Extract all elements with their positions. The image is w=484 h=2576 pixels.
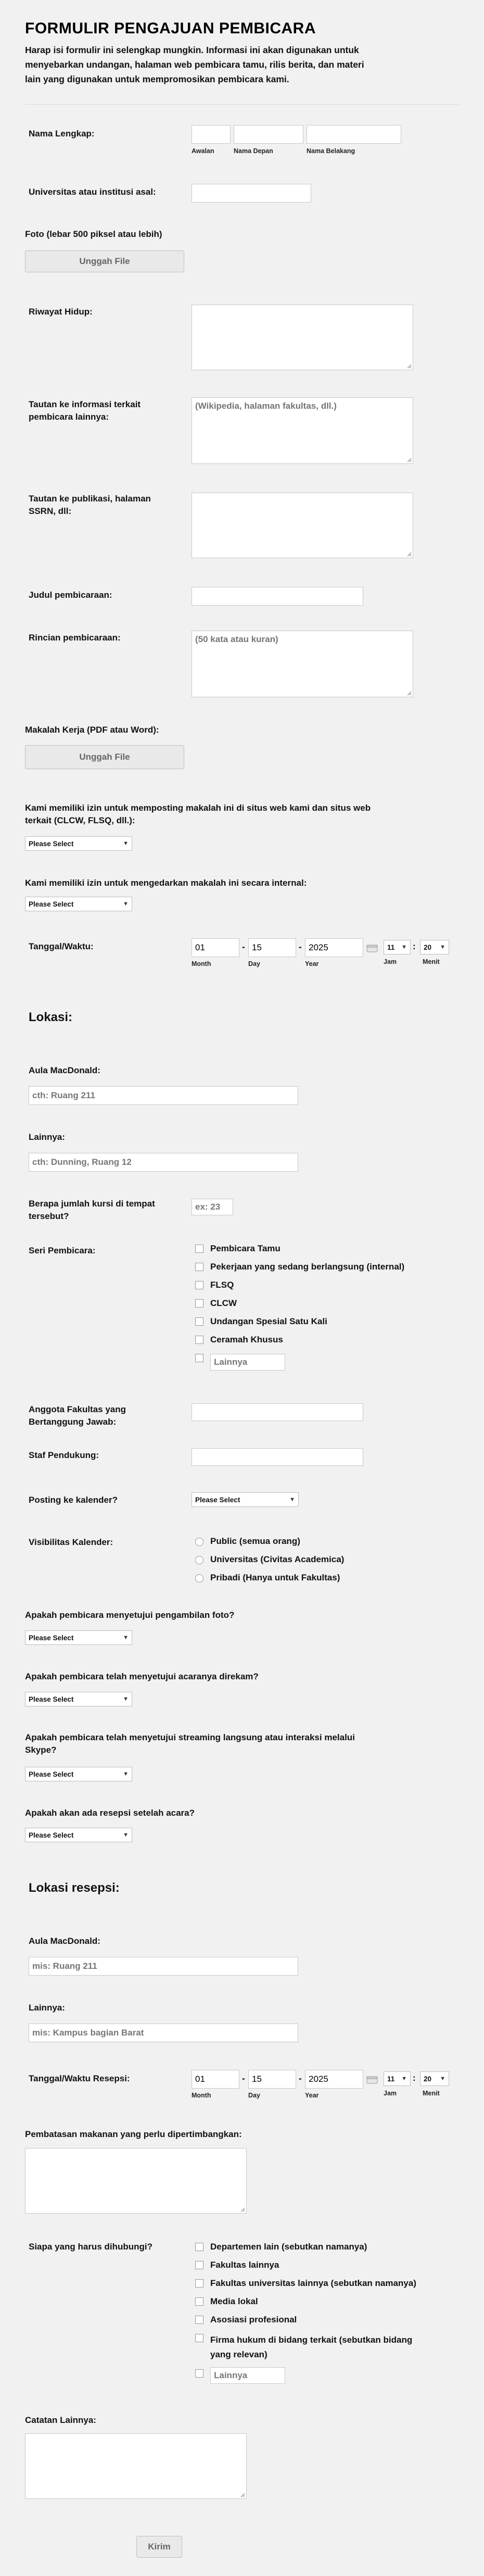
hall-label: Aula MacDonald:: [29, 1065, 100, 1075]
minute-select[interactable]: [420, 940, 449, 954]
university-input[interactable]: [192, 184, 311, 203]
year-sublabel: Year: [305, 2092, 319, 2099]
year-sublabel: Year: [305, 960, 319, 967]
stream-consent-label: [25, 1731, 462, 1756]
label-line: Firma hukum di bidang terkait (sebutkan bidang: [210, 2335, 413, 2345]
label-line: Tautan ke informasi terkait: [29, 399, 141, 409]
last-name-sublabel: Nama Belakang: [307, 147, 355, 155]
radio[interactable]: [195, 1574, 203, 1582]
talk-title-input[interactable]: [192, 587, 363, 606]
calendar-post-label: Posting ke kalender?: [29, 1495, 118, 1505]
contact-option-label: Fakultas universitas lainnya (sebutkan namanya): [210, 2278, 416, 2288]
reception-other-label: Lainnya:: [29, 2003, 65, 2013]
contact-option-other[interactable]: [195, 2369, 203, 2380]
internal-permission-select[interactable]: [25, 897, 132, 911]
diet-textarea[interactable]: [25, 2148, 247, 2214]
resize-grip-icon[interactable]: [406, 690, 412, 696]
series-option-label: Pekerjaan yang sedang berlangsung (internal): [210, 1262, 405, 1272]
diet-textarea-wrap: [25, 2148, 247, 2214]
checkbox[interactable]: [195, 2279, 203, 2288]
faculty-label: [29, 1403, 126, 1428]
checkbox[interactable]: [195, 2369, 203, 2378]
select-value: 11: [387, 2075, 395, 2083]
label-line: terkait (CLCW, FLSQ, dll.):: [25, 815, 135, 825]
checkbox[interactable]: [195, 1317, 203, 1326]
day-sublabel: Day: [248, 2092, 260, 2099]
visibility-option[interactable]: [195, 1538, 203, 1549]
talk-details-textarea[interactable]: [192, 631, 413, 697]
select-value: Please Select: [29, 1633, 74, 1642]
label-line: Skype?: [25, 1745, 57, 1755]
chevron-down-icon: ▼: [401, 2076, 407, 2082]
calendar-post-select[interactable]: [192, 1492, 299, 1507]
minute-sublabel: Menit: [423, 2090, 440, 2097]
reception-day-input[interactable]: 15: [248, 2070, 296, 2089]
chevron-down-icon: ▼: [123, 1696, 129, 1702]
label-line: Berapa jumlah kursi di tempat: [29, 1199, 155, 1209]
series-option-other[interactable]: [195, 1354, 203, 1365]
reception-month-input[interactable]: 01: [192, 2070, 239, 2089]
publication-links-label: [29, 493, 151, 518]
chevron-down-icon: ▼: [123, 840, 129, 847]
series-option[interactable]: [195, 1281, 203, 1292]
series-option[interactable]: [195, 1263, 203, 1274]
diet-label: Pembatasan makanan yang perlu dipertimbangkan:: [25, 2129, 242, 2139]
checkbox[interactable]: [195, 1336, 203, 1344]
select-value: Please Select: [29, 1695, 74, 1703]
series-option[interactable]: [195, 1336, 203, 1347]
post-permission-label: [25, 802, 462, 827]
checkbox[interactable]: [195, 2297, 203, 2306]
resize-grip-icon[interactable]: [406, 363, 412, 369]
description-line: Harap isi formulir ini selengkap mungkin. Informasi ini akan digunakan untuk: [25, 45, 359, 55]
date-separator: -: [242, 2074, 245, 2083]
description-line: menyebarkan undangan, halaman web pembicara tamu, rilis berita, dan materi: [25, 59, 364, 70]
visibility-option-label: Pribadi (Hanya untuk Fakultas): [210, 1573, 340, 1582]
location-heading: Lokasi:: [29, 1010, 73, 1024]
select-value: Please Select: [29, 1770, 74, 1778]
day-input[interactable]: 15: [248, 938, 296, 957]
reception-hall-label: Aula MacDonald:: [29, 1936, 100, 1946]
select-value: Please Select: [29, 839, 74, 848]
chevron-down-icon: ▼: [123, 1635, 129, 1641]
radio[interactable]: [195, 1556, 203, 1564]
chevron-down-icon: ▼: [289, 1497, 295, 1503]
record-consent-label: Apakah pembicara telah menyetujui acaranya direkam?: [25, 1672, 259, 1681]
checkbox[interactable]: [195, 1263, 203, 1271]
stream-consent-select[interactable]: [25, 1767, 132, 1781]
series-option-label: FLSQ: [210, 1280, 234, 1290]
calendar-icon[interactable]: [366, 2076, 378, 2084]
contact-option-label: Media lokal: [210, 2296, 258, 2306]
time-separator: :: [413, 941, 416, 951]
location-other-label: Lainnya:: [29, 1132, 65, 1142]
name-prefix-input[interactable]: [192, 125, 231, 144]
month-input[interactable]: 01: [192, 938, 239, 957]
name-prefix-sublabel: Awalan: [192, 147, 214, 155]
photo-consent-label: Apakah pembicara menyetujui pengambilan foto?: [25, 1610, 235, 1620]
contact-option-label: Departemen lain (sebutkan namanya): [210, 2242, 367, 2252]
faculty-input[interactable]: [192, 1403, 363, 1421]
resize-grip-icon[interactable]: [240, 2207, 245, 2212]
reception-location-heading: Lokasi resepsi:: [29, 1881, 120, 1895]
checkbox[interactable]: [195, 2261, 203, 2269]
resize-grip-icon[interactable]: [406, 551, 412, 557]
submit-button[interactable]: Kirim: [136, 2536, 182, 2558]
contact-label: Siapa yang harus dihubungi?: [29, 2242, 153, 2252]
calendar-visibility-label: Visibilitas Kalender:: [29, 1537, 113, 1547]
visibility-option-label: Universitas (Civitas Academica): [210, 1554, 345, 1564]
record-consent-select[interactable]: [25, 1692, 132, 1706]
checkbox[interactable]: [195, 2316, 203, 2324]
chevron-down-icon: ▼: [401, 944, 407, 950]
reception-hall-input[interactable]: [29, 1957, 298, 1976]
label-line: Apakah pembicara telah menyetujui streaming langsung atau interaksi melalui: [25, 1732, 355, 1742]
internal-permission-label: Kami memiliki izin untuk mengedarkan makalah ini secara internal:: [25, 878, 307, 888]
staff-label: Staf Pendukung:: [29, 1450, 99, 1460]
year-input[interactable]: 2025: [305, 938, 363, 957]
form-title: FORMULIR PENGAJUAN PEMBICARA: [25, 20, 316, 37]
talk-details-label: Rincian pembicaraan:: [29, 633, 121, 643]
reception-other-input[interactable]: [29, 2024, 298, 2042]
resize-grip-icon[interactable]: [406, 457, 412, 462]
chevron-down-icon: ▼: [440, 2076, 445, 2082]
series-option-label: Ceramah Khusus: [210, 1335, 283, 1344]
talk-details-textarea-wrap: [192, 631, 413, 697]
hour-select[interactable]: [384, 940, 411, 954]
minute-sublabel: Menit: [423, 958, 440, 965]
talk-title-label: Judul pembicaraan:: [29, 590, 112, 600]
notes-label: Catatan Lainnya:: [25, 2415, 96, 2425]
series-label: Seri Pembicara:: [29, 1246, 96, 1255]
day-sublabel: Day: [248, 960, 260, 967]
photo-upload-button[interactable]: Unggah File: [25, 250, 184, 272]
seats-input[interactable]: [192, 1199, 233, 1215]
chevron-down-icon: ▼: [123, 901, 129, 907]
label-line: SSRN, dll:: [29, 506, 72, 516]
select-value: 11: [387, 943, 395, 951]
hour-sublabel: Jam: [384, 2090, 397, 2097]
info-links-textarea-wrap: [192, 397, 413, 464]
notes-textarea[interactable]: [25, 2433, 247, 2499]
label-line: Kami memiliki izin untuk memposting makalah ini di situs web kami dan situs web: [25, 803, 371, 813]
header-divider: [25, 104, 459, 105]
calendar-icon[interactable]: [366, 944, 378, 952]
date-separator: -: [299, 942, 302, 952]
visibility-option[interactable]: [195, 1556, 203, 1567]
bio-textarea-wrap: [192, 305, 413, 370]
staff-input[interactable]: [192, 1448, 363, 1466]
seats-label: [29, 1198, 155, 1223]
checkbox[interactable]: [195, 1299, 203, 1308]
contact-option-label: [210, 2333, 470, 2362]
resize-grip-icon[interactable]: [240, 2492, 245, 2497]
series-option[interactable]: [195, 1245, 203, 1255]
bio-textarea[interactable]: [192, 305, 413, 370]
label-line: Bertanggung Jawab:: [29, 1417, 117, 1427]
reception-year-input[interactable]: 2025: [305, 2070, 363, 2089]
info-links-label: [29, 398, 141, 423]
contact-option[interactable]: [195, 2279, 203, 2290]
date-separator: -: [299, 2074, 302, 2083]
select-value: Please Select: [29, 900, 74, 908]
notes-textarea-wrap: [25, 2433, 247, 2499]
contact-option[interactable]: [195, 2334, 203, 2345]
contact-option[interactable]: [195, 2316, 203, 2327]
post-permission-select[interactable]: [25, 836, 132, 851]
reception-select[interactable]: [25, 1828, 132, 1842]
select-value: 20: [424, 2075, 432, 2083]
series-other-input[interactable]: [210, 1354, 285, 1371]
reception-hour-select[interactable]: [384, 2071, 411, 2086]
select-value: 20: [424, 943, 432, 951]
month-sublabel: Month: [192, 960, 211, 967]
visibility-option-label: Public (semua orang): [210, 1536, 300, 1546]
checkbox[interactable]: [195, 1354, 203, 1362]
reception-question-label: Apakah akan ada resepsi setelah acara?: [25, 1808, 195, 1818]
info-links-textarea[interactable]: [192, 397, 413, 464]
label-line: pembicara lainnya:: [29, 412, 109, 422]
contact-option[interactable]: [195, 2243, 203, 2254]
publication-links-textarea-wrap: [192, 493, 413, 558]
hour-sublabel: Jam: [384, 958, 397, 965]
radio[interactable]: [195, 1538, 203, 1546]
checkbox[interactable]: [195, 1281, 203, 1289]
reception-minute-select[interactable]: [420, 2071, 449, 2086]
series-option-label: Pembicara Tamu: [210, 1243, 281, 1253]
photo-consent-select[interactable]: [25, 1630, 132, 1645]
first-name-input[interactable]: [234, 125, 303, 144]
contact-option[interactable]: [195, 2297, 203, 2308]
checkbox[interactable]: [195, 1245, 203, 1253]
description-line: lain yang digunakan untuk mempromosikan pembicara kami.: [25, 74, 289, 84]
reception-datetime-label: Tanggal/Waktu Resepsi:: [29, 2074, 130, 2083]
date-separator: -: [242, 942, 245, 952]
contact-option[interactable]: [195, 2261, 203, 2272]
label-line: Tautan ke publikasi, halaman: [29, 494, 151, 504]
datetime-label: Tanggal/Waktu:: [29, 941, 94, 951]
contact-option-label: Asosiasi profesional: [210, 2315, 297, 2324]
time-separator: :: [413, 2073, 416, 2083]
contact-other-input[interactable]: [210, 2367, 285, 2384]
location-other-input[interactable]: [29, 1153, 298, 1172]
chevron-down-icon: ▼: [123, 1771, 129, 1777]
series-option-label: CLCW: [210, 1298, 237, 1308]
publication-links-textarea[interactable]: [192, 493, 413, 558]
label-line: tersebut?: [29, 1211, 69, 1221]
bio-label: Riwayat Hidup:: [29, 307, 93, 317]
label-line: Anggota Fakultas yang: [29, 1404, 126, 1414]
university-label: Universitas atau institusi asal:: [29, 187, 156, 197]
paper-upload-button[interactable]: Unggah File: [25, 745, 184, 769]
visibility-option[interactable]: [195, 1574, 203, 1585]
full-name-label: Nama Lengkap:: [29, 129, 95, 139]
chevron-down-icon: ▼: [123, 1832, 129, 1838]
chevron-down-icon: ▼: [440, 944, 445, 950]
first-name-sublabel: Nama Depan: [234, 147, 273, 155]
series-option[interactable]: [195, 1299, 203, 1310]
label-line: yang relevan): [210, 2349, 268, 2359]
photo-label: Foto (lebar 500 piksel atau lebih): [25, 229, 162, 239]
series-option-label: Undangan Spesial Satu Kali: [210, 1316, 327, 1326]
contact-option-label: Fakultas lainnya: [210, 2260, 279, 2270]
hall-input[interactable]: [29, 1086, 298, 1105]
last-name-input[interactable]: [307, 125, 401, 144]
month-sublabel: Month: [192, 2092, 211, 2099]
form-description: [25, 43, 462, 86]
select-value: Please Select: [195, 1496, 240, 1504]
select-value: Please Select: [29, 1831, 74, 1839]
checkbox[interactable]: [195, 2334, 203, 2342]
series-option[interactable]: [195, 1317, 203, 1328]
working-paper-label: Makalah Kerja (PDF atau Word):: [25, 725, 159, 735]
checkbox[interactable]: [195, 2243, 203, 2251]
